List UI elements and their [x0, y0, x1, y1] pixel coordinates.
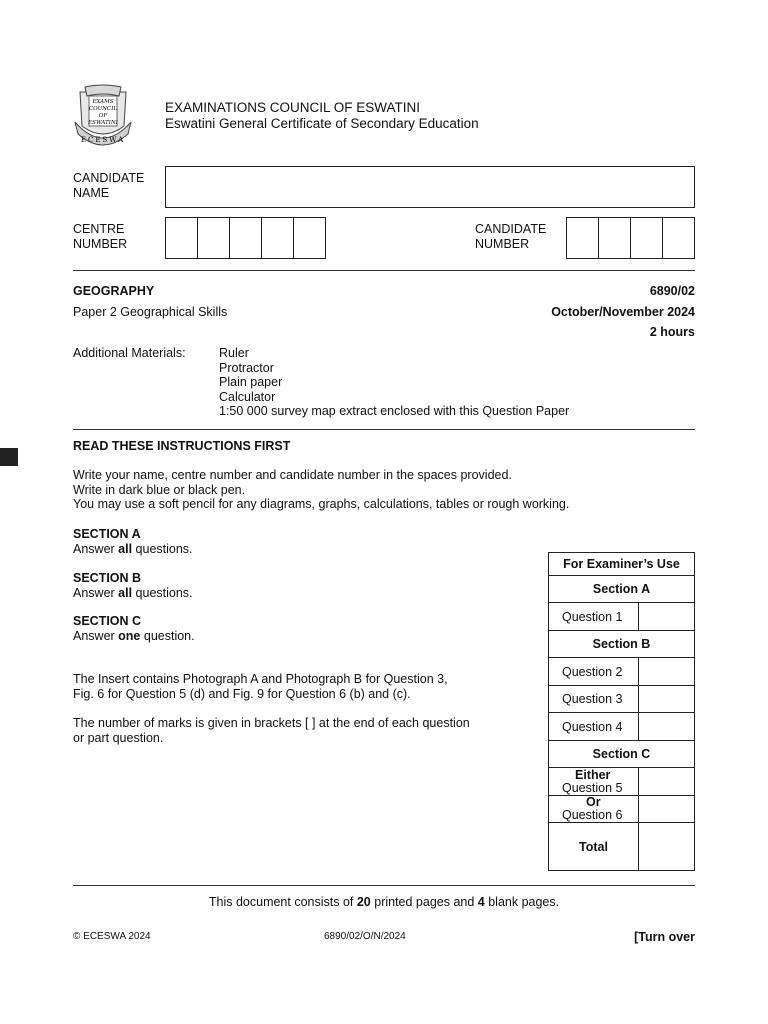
candidate-name-label-2: NAME	[73, 186, 110, 200]
logo-text-1: EXAMS	[92, 99, 114, 105]
instruction-line: You may use a soft pencil for any diagrams, graphs, calculations, tables or rough working.	[73, 497, 570, 512]
candidate-digit-box[interactable]	[631, 218, 663, 258]
candidate-number-label-2: NUMBER	[475, 237, 530, 251]
examiner-q5-mark[interactable]	[639, 768, 695, 796]
divider	[73, 270, 695, 271]
centre-digit-box[interactable]	[198, 218, 230, 258]
examiner-q1-label: Question 1	[549, 603, 639, 631]
centre-digit-box[interactable]	[166, 218, 198, 258]
logo-text-4: ESWATINI	[88, 120, 118, 126]
examiner-q6-label: Or Question 6	[549, 796, 639, 823]
instructions-heading: READ THESE INSTRUCTIONS FIRST	[73, 439, 291, 453]
centre-digit-box[interactable]	[262, 218, 294, 258]
material-item: 1:50 000 survey map extract enclosed with this Question Paper	[219, 404, 570, 419]
candidate-digit-box[interactable]	[663, 218, 694, 258]
section-b-title: SECTION B	[73, 571, 142, 585]
material-item: Calculator	[219, 389, 276, 404]
section-b-instruction: SECTION B Answer all questions.	[73, 571, 193, 600]
copyright: © ECESWA 2024	[73, 931, 151, 942]
centre-digit-box[interactable]	[294, 218, 325, 258]
logo-text-3: OF	[98, 113, 108, 119]
margin-mark	[0, 448, 18, 466]
examiner-q1-mark[interactable]	[639, 603, 695, 631]
insert-note: Fig. 6 for Question 5 (d) and Fig. 9 for Question 6 (b) and (c).	[73, 686, 411, 701]
candidate-digit-box[interactable]	[599, 218, 631, 258]
page-count-note: This document consists of 20 printed pages and 4 blank pages.	[208, 895, 560, 909]
subject: GEOGRAPHY	[73, 284, 155, 298]
instruction-line: Write in dark blue or black pen.	[73, 482, 246, 497]
logo-ring-text: ECESWA	[80, 136, 126, 144]
exam-duration: 2 hours	[649, 325, 695, 339]
examiner-q4-mark[interactable]	[639, 713, 695, 741]
centre-number-label-2: NUMBER	[73, 237, 128, 251]
centre-digit-box[interactable]	[230, 218, 262, 258]
candidate-digit-box[interactable]	[567, 218, 599, 258]
examiner-q3-mark[interactable]	[639, 686, 695, 713]
examiner-heading: For Examiner’s Use	[549, 553, 695, 576]
turn-over: [Turn over	[634, 930, 695, 944]
paper-title: Paper 2 Geographical Skills	[73, 305, 228, 319]
material-item: Protractor	[219, 360, 274, 375]
section-a-instruction: SECTION A Answer all questions.	[73, 527, 193, 556]
examiner-q6-mark[interactable]	[639, 796, 695, 823]
candidate-name-field[interactable]	[165, 166, 695, 208]
centre-number-field[interactable]	[165, 217, 326, 259]
materials-label: Additional Materials:	[73, 346, 186, 360]
candidate-number-field[interactable]	[566, 217, 695, 259]
exam-session: October/November 2024	[551, 305, 695, 319]
insert-note: The Insert contains Photograph A and Photograph B for Question 3,	[73, 672, 448, 686]
centre-number-label-1: CENTRE	[73, 222, 125, 236]
examiner-q3-label: Question 3	[549, 686, 639, 713]
eceswa-logo	[72, 82, 134, 150]
divider	[73, 885, 695, 886]
marks-note: or part question.	[73, 730, 164, 745]
examiner-use-table	[548, 552, 695, 871]
candidate-name-label-1: CANDIDATE	[73, 171, 145, 185]
document-reference: 6890/02/O/N/2024	[324, 931, 406, 942]
examiner-section-b: Section B	[549, 631, 695, 658]
examiner-section-c: Section C	[549, 741, 695, 768]
examiner-q2-mark[interactable]	[639, 658, 695, 686]
logo-text-2: COUNCIL	[88, 106, 118, 112]
examiner-q2-label: Question 2	[549, 658, 639, 686]
marks-note: The number of marks is given in brackets [ ] at the end of each question	[73, 716, 470, 730]
examiner-q5-label: Either Question 5	[549, 768, 639, 796]
material-item: Plain paper	[219, 375, 283, 390]
materials-list	[219, 346, 569, 419]
council-name: EXAMINATIONS COUNCIL OF ESWATINI	[165, 100, 421, 115]
paper-code: 6890/02	[649, 284, 695, 298]
examiner-section-a: Section A	[549, 576, 695, 603]
examiner-total-mark[interactable]	[639, 823, 695, 871]
material-item: Ruler	[219, 346, 249, 360]
section-c-title: SECTION C	[73, 614, 142, 628]
instruction-line: Write your name, centre number and candidate number in the spaces provided.	[73, 468, 512, 482]
divider	[73, 429, 695, 430]
section-c-instruction: SECTION C Answer one question.	[73, 614, 195, 643]
certificate-name: Eswatini General Certificate of Secondary Education	[165, 116, 479, 131]
candidate-number-label-1: CANDIDATE	[475, 222, 547, 236]
examiner-q4-label: Question 4	[549, 713, 639, 741]
section-a-title: SECTION A	[73, 527, 141, 541]
examiner-total-label: Total	[549, 823, 639, 871]
